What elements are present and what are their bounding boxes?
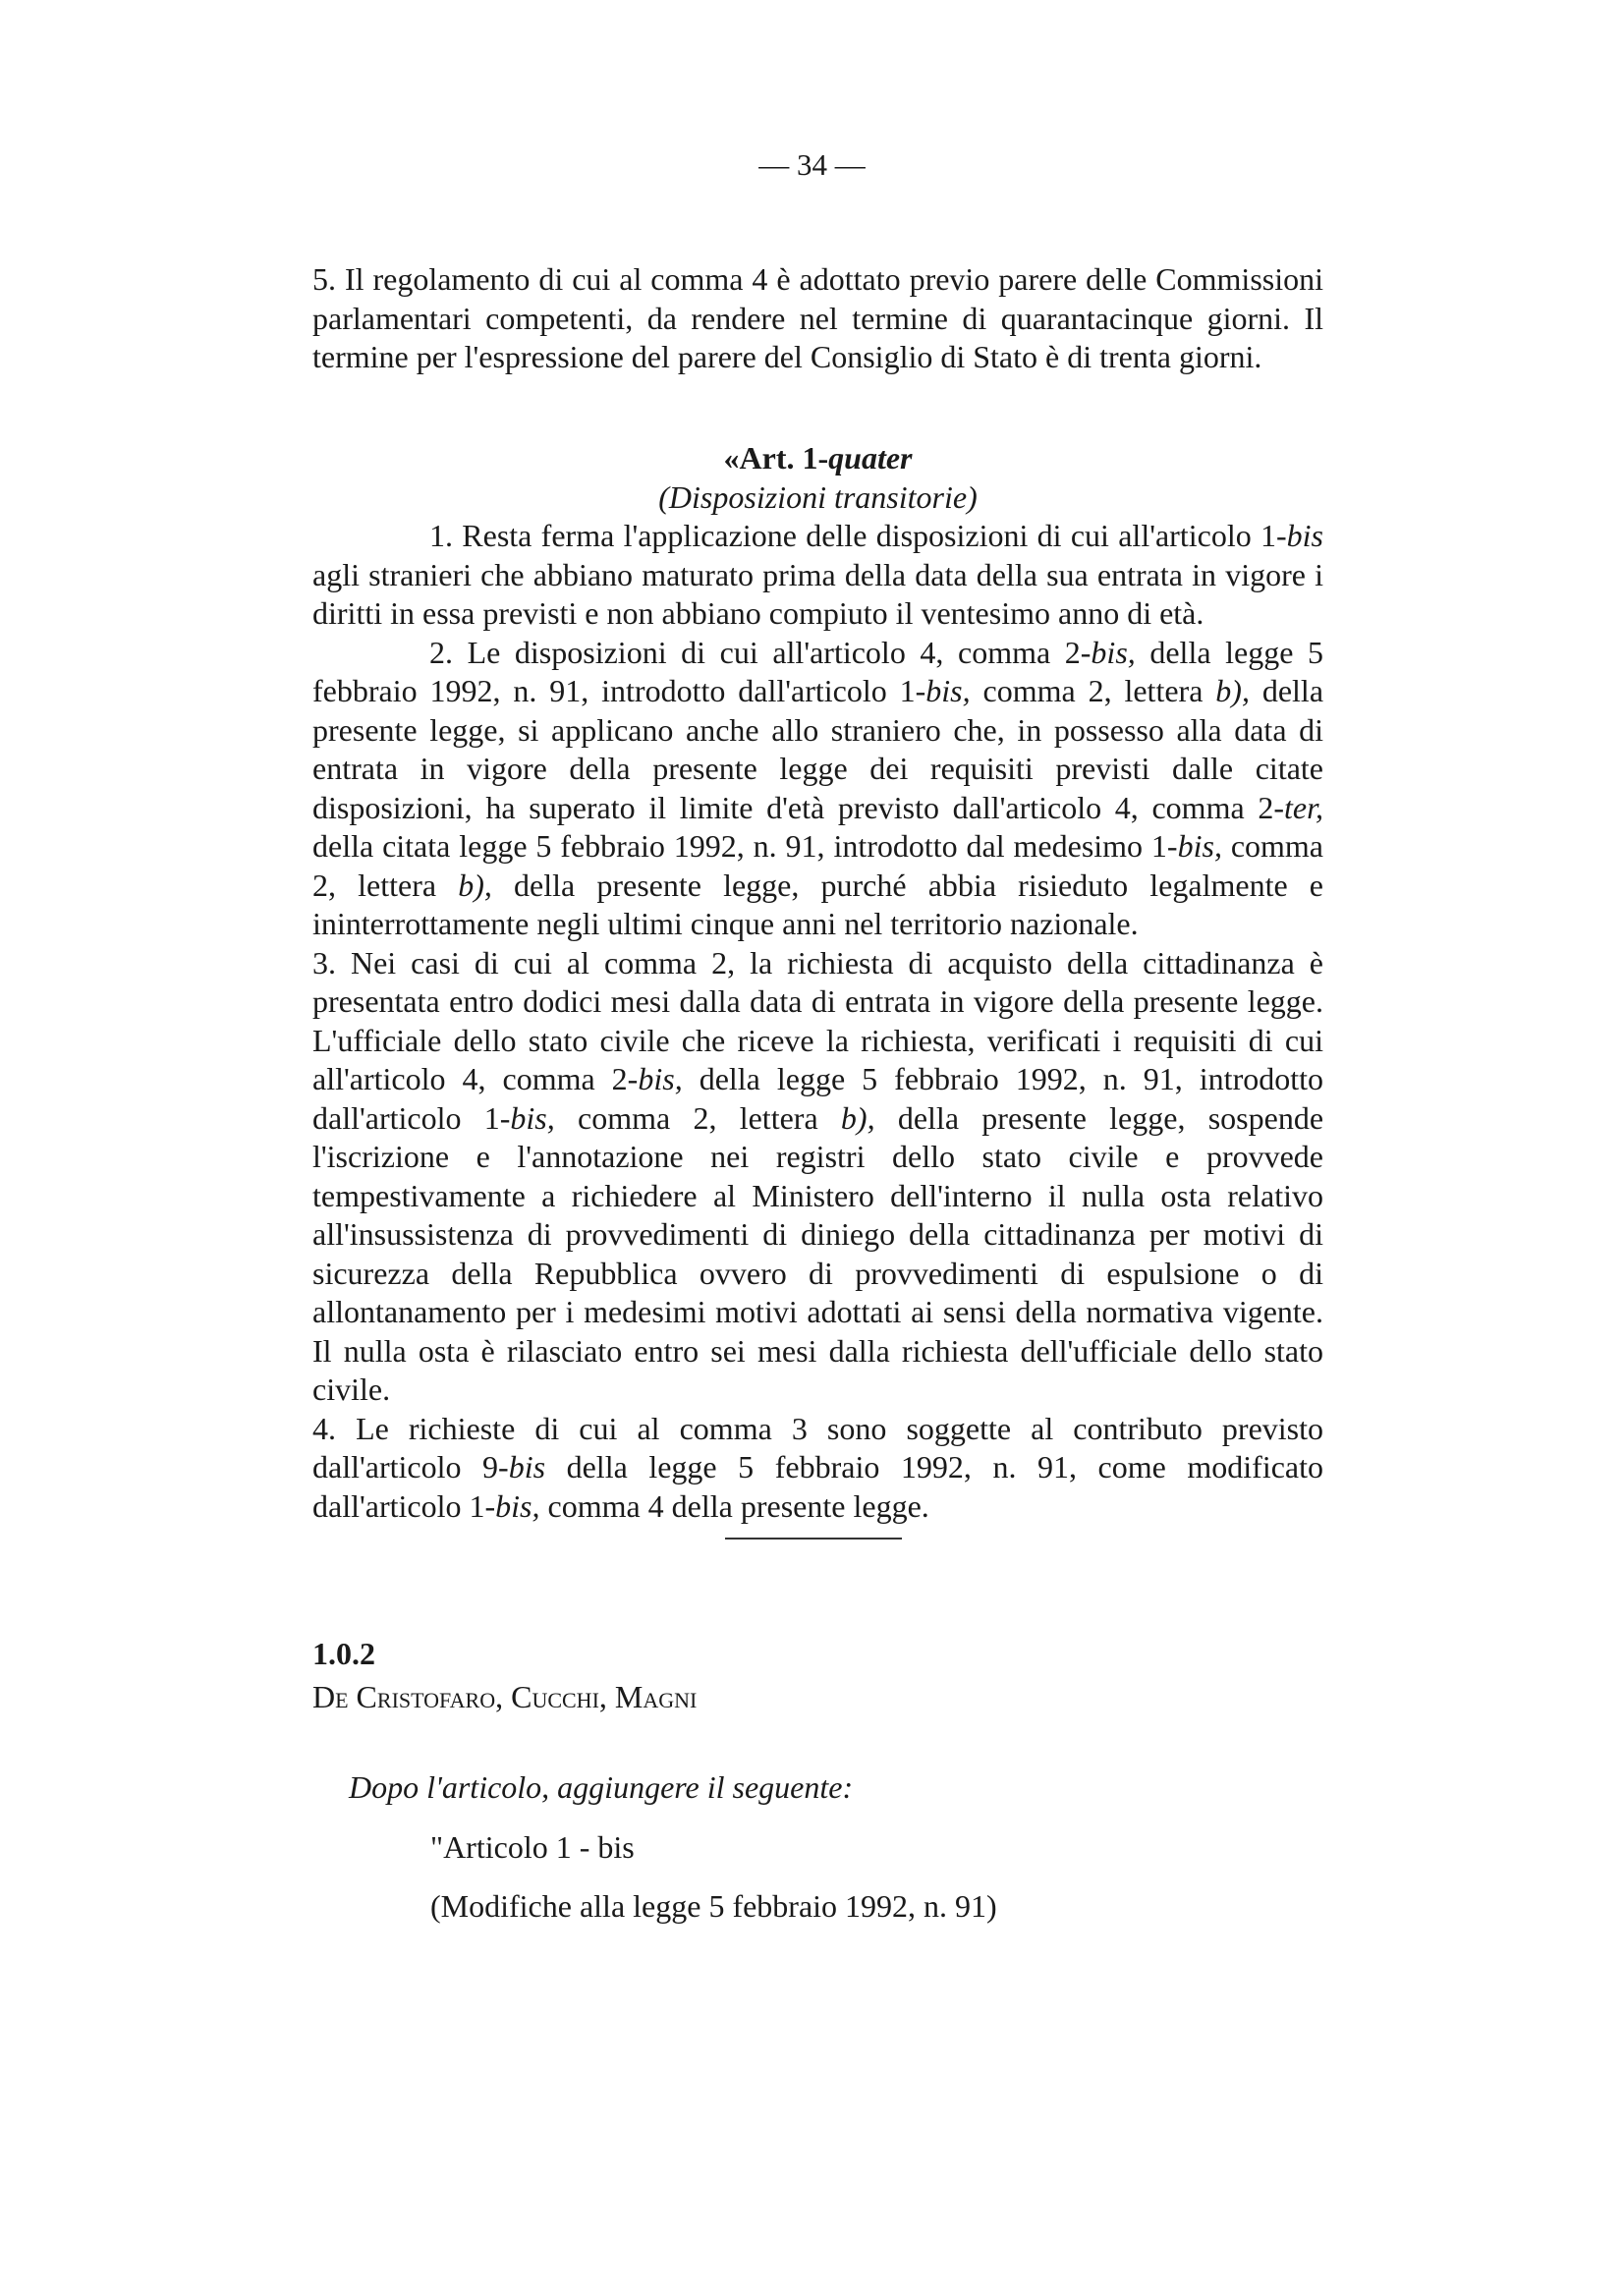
article-title bbox=[312, 439, 1323, 478]
comma-3-b: bis, bbox=[638, 1061, 683, 1096]
comma-2-k: comma 2, lettera bbox=[312, 828, 1324, 903]
comma-3-d: bis, bbox=[510, 1099, 555, 1136]
comma-4-c: della legge 5 febbraio 1992, n. 91, come modificato dall'articolo 1- bbox=[312, 1449, 1324, 1524]
comma-2-f: b), bbox=[1215, 673, 1250, 708]
article-1-quater bbox=[312, 439, 1323, 1526]
comma-2-a: 2. Le disposizioni di cui all'articolo 4, comma 2- bbox=[429, 634, 1092, 670]
comma-1-c: agli stranieri che abbiano maturato prima della data della sua entrata in vigore i diritti in essa previsti e non abbiano compiuto il ventesimo anno di età. bbox=[312, 556, 1323, 631]
new-article-heading: "Articolo 1 - bis bbox=[430, 1829, 635, 1865]
comma-2-b: bis, bbox=[1091, 634, 1136, 670]
paragraph-5-text: 5. Il regolamento di cui al comma 4 è adottato previo parere delle Commissioni parlamentari competenti, da rendere nel termine di quarantacinque giorni. Il termine per l'espressione del parere del Consiglio di Stato è di trenta giorni. bbox=[312, 261, 1323, 374]
comma-3-e: comma 2, lettera bbox=[554, 1099, 841, 1136]
article-subtitle: (Disposizioni transitorie) bbox=[658, 478, 978, 515]
article-title-prefix: «Art. 1- bbox=[723, 440, 829, 476]
amendment-number: 1.0.2 bbox=[312, 1636, 375, 1671]
comma-4-e: comma 4 della presente legge. bbox=[539, 1487, 929, 1524]
comma-1-b: bis bbox=[1286, 518, 1323, 553]
comma-2-j: bis, bbox=[1177, 828, 1222, 864]
paragraph-5 bbox=[312, 260, 1323, 377]
comma-2-l: b), bbox=[458, 867, 492, 903]
comma-4-d: bis, bbox=[495, 1487, 540, 1524]
comma-1-a: 1. Resta ferma l'applicazione delle disposizioni di cui all'articolo 1- bbox=[429, 518, 1287, 553]
comma-3 bbox=[312, 944, 1323, 1410]
comma-2-c: della legge 5 febbraio 1992, n. 91, introdotto dall'articolo 1- bbox=[312, 634, 1324, 708]
comma-2-h: ter, bbox=[1284, 789, 1323, 825]
comma-4-b: bis bbox=[508, 1449, 546, 1484]
comma-4-a: 4. Le richieste di cui al comma 3 sono soggette al contributo previsto dall'articolo 9- bbox=[312, 1410, 1323, 1484]
amendment-authors: De Cristofaro, Cucchi, Magni bbox=[312, 1679, 698, 1714]
comma-3-g: della presente legge, sospende l'iscrizione e l'annotazione nei registri dello stato civile e provvede tempestivamente a richiedere al Ministero dell'interno il nulla osta relativo all'insussistenza di provvedimenti di diniego della cittadinanza per motivi di sicurezza della Repubblica ovvero di provvedimenti di espulsione o di allontanamento per i medesimi motivi adottati ai sensi della normativa vigente. Il nulla osta è rilasciato entro sei mesi dalla richiesta dell'ufficiale dello stato civile. bbox=[312, 1099, 1324, 1407]
comma-3-c: della legge 5 febbraio 1992, n. 91, introdotto dall'articolo 1- bbox=[312, 1061, 1324, 1136]
article-title-suffix: quater bbox=[828, 440, 913, 476]
comma-3-f: b), bbox=[840, 1099, 875, 1136]
comma-2 bbox=[312, 634, 1323, 944]
comma-4 bbox=[312, 1410, 1323, 1527]
comma-2-m: della presente legge, purché abbia risieduto legalmente e ininterrottamente negli ultimi cinque anni nel territorio nazionale. bbox=[312, 867, 1324, 941]
comma-1 bbox=[312, 517, 1323, 634]
separator-rule bbox=[725, 1538, 902, 1540]
new-article-subtitle: (Modifiche alla legge 5 febbraio 1992, n. 91) bbox=[430, 1888, 997, 1924]
comma-2-i: della citata legge 5 febbraio 1992, n. 91, introdotto dal medesimo 1- bbox=[312, 828, 1178, 864]
comma-2-e: comma 2, lettera bbox=[970, 673, 1216, 708]
comma-2-g: della presente legge, si applicano anche allo straniero che, in possesso alla data di entrata in vigore della presente legge dei requisiti previsti dalle citate disposizioni, ha superato il limite d'età previsto dall'articolo 4, comma 2- bbox=[312, 673, 1324, 825]
amendment-instruction: Dopo l'articolo, aggiungere il seguente: bbox=[349, 1769, 854, 1805]
comma-2-d: bis, bbox=[925, 673, 971, 708]
page-number: — 34 — bbox=[758, 147, 866, 182]
comma-3-a: 3. Nei casi di cui al comma 2, la richiesta di acquisto della cittadinanza è presentata entro dodici mesi dalla data di entrata in vigore della presente legge. L'ufficiale dello stato civile che riceve la richiesta, verificati i requisiti di cui all'articolo 4, comma 2- bbox=[312, 944, 1323, 1096]
